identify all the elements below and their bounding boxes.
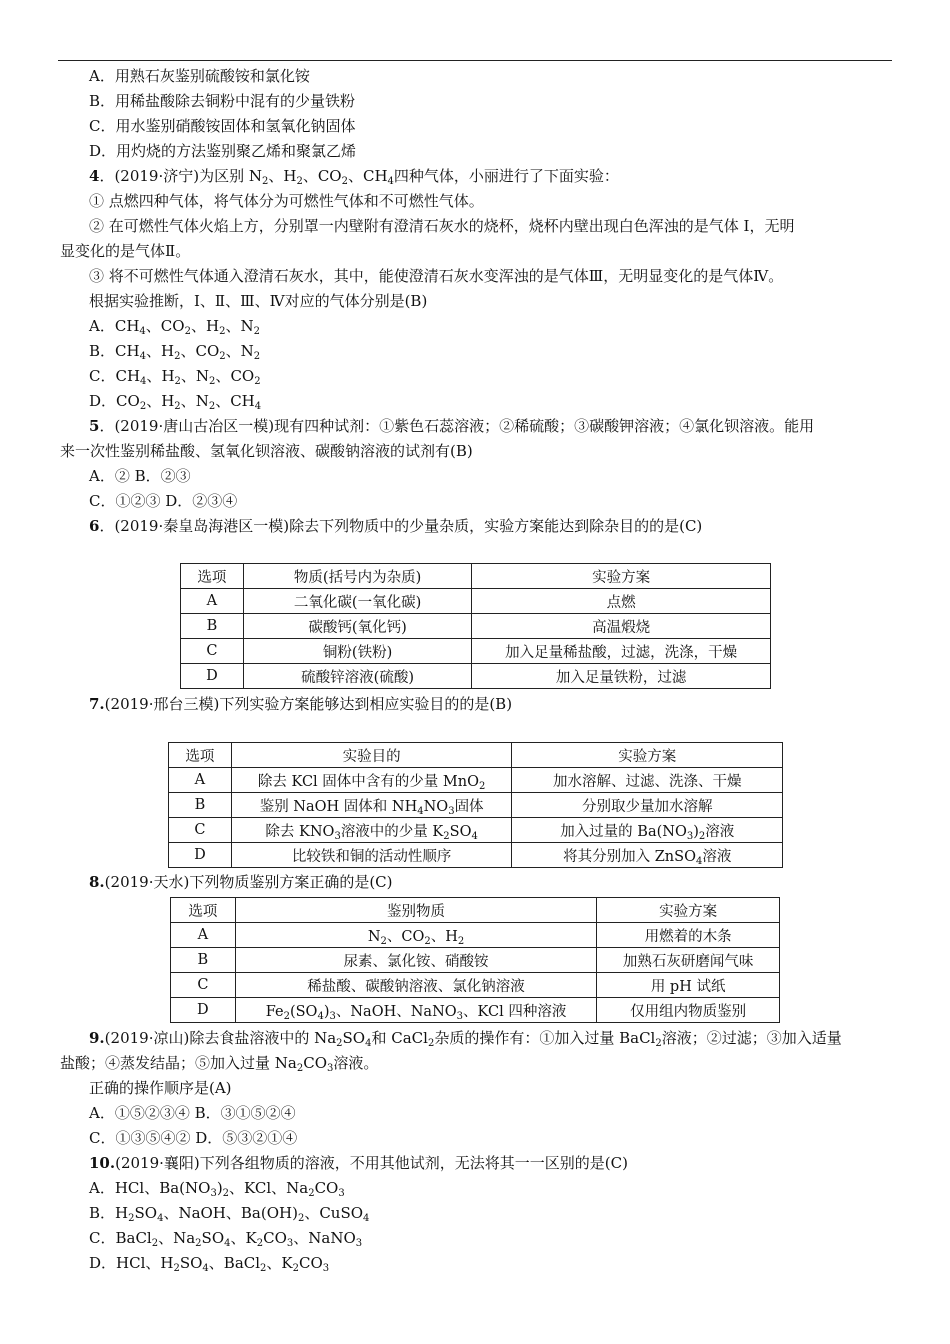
table-cell: $Fe_2(SO_4)_3$、NaOH、NaNO$_3$、KCl 四种溶液	[235, 998, 597, 1023]
header-cell: 实验目的	[231, 743, 512, 768]
header-cell: 选项	[169, 743, 232, 768]
table-row	[171, 998, 780, 1023]
table-row	[181, 589, 771, 614]
header-cell: 选项	[171, 898, 236, 923]
table-cell: D	[171, 998, 236, 1023]
table-row	[171, 973, 780, 998]
table-cell: 用 pH 试纸	[597, 973, 780, 998]
q5-options-ab: A．② B．②③	[89, 467, 191, 485]
q4-option-d: D．$CO_2$、$H_2$、$N_2$、$CH_4$	[89, 392, 262, 412]
table-cell: B	[171, 948, 236, 973]
q3-option-b: B．用稀盐酸除去铜粉中混有的少量铁粉	[89, 92, 356, 110]
table-cell: D	[169, 843, 232, 868]
table-cell: 仅用组内物质鉴别	[597, 998, 780, 1023]
table-cell: 碳酸钙(氧化钙)	[243, 614, 471, 639]
q4-question: 根据实验推断，Ⅰ、Ⅱ、Ⅲ、Ⅳ对应的气体分别是(B)	[89, 292, 428, 310]
table-row	[181, 664, 771, 689]
q6-stem: 6．(2019·秦皇岛海港区一模)除去下列物质中的少量杂质，实验方案能达到除杂目的的是(C)	[89, 517, 703, 535]
q4-option-b: B．$CH_4$、$H_2$、$CO_2$、$N_2$	[89, 342, 261, 362]
table-cell: 点燃	[472, 589, 771, 614]
q8-stem: 8.(2019·天水)下列物质鉴别方案正确的是(C)	[89, 873, 393, 891]
table-row	[181, 639, 771, 664]
q10-option-d: D．HCl、$H_2SO_4$、BaCl$_2$、$K_2CO_3$	[89, 1254, 330, 1274]
q10-stem: 10.(2019·襄阳)下列各组物质的溶液，不用其他试剂，无法将其一一区别的是(C)	[89, 1154, 628, 1172]
header-cell: 实验方案	[597, 898, 780, 923]
q4-step-2: ② 在可燃性气体火焰上方，分别罩一内壁附有澄清石灰水的烧杯，烧杯内壁出现白色浑浊的是气体 Ⅰ，无明	[89, 217, 795, 235]
q9-stem-cont: 盐酸；④蒸发结晶；⑤加入过量 $Na_2CO_3$溶液。	[60, 1054, 379, 1074]
table-cell: C	[181, 639, 244, 664]
table-cell: A	[169, 768, 232, 793]
q4-step-1: ① 点燃四种气体，将气体分为可燃性气体和不可燃性气体。	[89, 192, 484, 210]
table-header-row	[181, 564, 771, 589]
q8-table	[170, 897, 780, 1023]
table-header-row	[171, 898, 780, 923]
q7-stem: 7.(2019·邢台三模)下列实验方案能够达到相应实验目的的是(B)	[89, 695, 513, 713]
table-cell: 加入足量稀盐酸，过滤，洗涤，干燥	[472, 639, 771, 664]
q4-stem: 4．(2019·济宁)为区别 $N_2$、$H_2$、$CO_2$、$CH_4$四种气体，小丽进行了下面实验：	[89, 167, 619, 187]
header-cell: 实验方案	[512, 743, 783, 768]
table-cell: 用燃着的木条	[597, 923, 780, 948]
q5-options-cd: C．①②③ D．②③④	[89, 492, 238, 510]
table-row	[171, 923, 780, 948]
q5-stem: 5．(2019·唐山古冶区一模)现有四种试剂：①紫色石蕊溶液；②稀硫酸；③碳酸钾溶液；④氯化钡溶液。能用	[89, 417, 815, 435]
table-row	[169, 793, 783, 818]
q7-table	[168, 742, 783, 868]
q3-option-d: D．用灼烧的方法鉴别聚乙烯和聚氯乙烯	[89, 142, 357, 160]
table-cell: 加入足量铁粉，过滤	[472, 664, 771, 689]
table-cell: 加水溶解、过滤、洗涤、干燥	[512, 768, 783, 793]
table-cell: 加熟石灰研磨闻气味	[597, 948, 780, 973]
table-cell: 鉴别 NaOH 固体和 $NH_4NO_3$固体	[231, 793, 512, 818]
q3-option-a: A．用熟石灰鉴别硫酸铵和氯化铵	[89, 67, 310, 85]
table-cell: B	[169, 793, 232, 818]
q10-option-a: A．HCl、$Ba(NO_3)_2$、KCl、$Na_2CO_3$	[89, 1179, 345, 1199]
header-cell: 物质(括号内为杂质)	[243, 564, 471, 589]
q10-option-c: C．BaCl$_2$、$Na_2SO_4$、$K_2CO_3$、NaNO$_3$	[89, 1229, 363, 1249]
table-cell: 高温煅烧	[472, 614, 771, 639]
table-row	[169, 818, 783, 843]
table-cell: 除去 KCl 固体中含有的少量 MnO$_2$	[231, 768, 512, 793]
table-cell: $N_2$、$CO_2$、$H_2$	[235, 923, 597, 948]
header-rule	[58, 60, 892, 61]
table-cell: 尿素、氯化铵、硝酸铵	[235, 948, 597, 973]
table-cell: 将其分别加入 ZnSO$_4$溶液	[512, 843, 783, 868]
q4-step-2-cont: 显变化的是气体Ⅱ。	[60, 242, 191, 260]
table-cell: 比较铁和铜的活动性顺序	[231, 843, 512, 868]
table-cell: D	[181, 664, 244, 689]
table-cell: 除去 $KNO_3$溶液中的少量 $K_2SO_4$	[231, 818, 512, 843]
q6-table	[180, 563, 771, 689]
q5-stem-cont: 来一次性鉴别稀盐酸、氢氧化钡溶液、碳酸钠溶液的试剂有(B)	[60, 442, 473, 460]
table-header-row	[169, 743, 783, 768]
table-row	[181, 614, 771, 639]
table-row	[169, 843, 783, 868]
table-row	[169, 768, 783, 793]
table-cell: C	[169, 818, 232, 843]
table-cell: 二氧化碳(一氧化碳)	[243, 589, 471, 614]
q4-option-a: A．$CH_4$、$CO_2$、$H_2$、$N_2$	[89, 317, 260, 337]
table-row	[171, 948, 780, 973]
header-cell: 鉴别物质	[235, 898, 597, 923]
q9-options-ab: A．①⑤②③④ B．③①⑤②④	[89, 1104, 296, 1122]
q4-option-c: C．$CH_4$、$H_2$、$N_2$、$CO_2$	[89, 367, 261, 387]
header-cell: 选项	[181, 564, 244, 589]
table-cell: 硫酸锌溶液(硫酸)	[243, 664, 471, 689]
q4-step-3: ③ 将不可燃性气体通入澄清石灰水，其中，能使澄清石灰水变浑浊的是气体Ⅲ，无明显变化的是气体Ⅳ。	[89, 267, 784, 285]
table-cell: C	[171, 973, 236, 998]
q3-option-c: C．用水鉴别硝酸铵固体和氢氧化钠固体	[89, 117, 356, 135]
table-cell: B	[181, 614, 244, 639]
table-cell: A	[181, 589, 244, 614]
table-cell: 分别取少量加水溶解	[512, 793, 783, 818]
table-cell: 加入过量的 $Ba(NO_3)_2$溶液	[512, 818, 783, 843]
q9-stem: 9.(2019·凉山)除去食盐溶液中的 $Na_2SO_4$和 CaCl$_2$杂质的操作有：①加入过量 BaCl$_2$溶液；②过滤；③加入适量	[89, 1029, 842, 1049]
q9-question: 正确的操作顺序是(A)	[89, 1079, 232, 1097]
header-cell: 实验方案	[472, 564, 771, 589]
table-cell: 铜粉(铁粉)	[243, 639, 471, 664]
table-cell: 稀盐酸、碳酸钠溶液、氯化钠溶液	[235, 973, 597, 998]
table-cell: A	[171, 923, 236, 948]
q9-options-cd: C．①③⑤④② D．⑤③②①④	[89, 1129, 298, 1147]
q10-option-b: B．$H_2SO_4$、NaOH、$Ba(OH)_2$、CuSO$_4$	[89, 1204, 370, 1224]
